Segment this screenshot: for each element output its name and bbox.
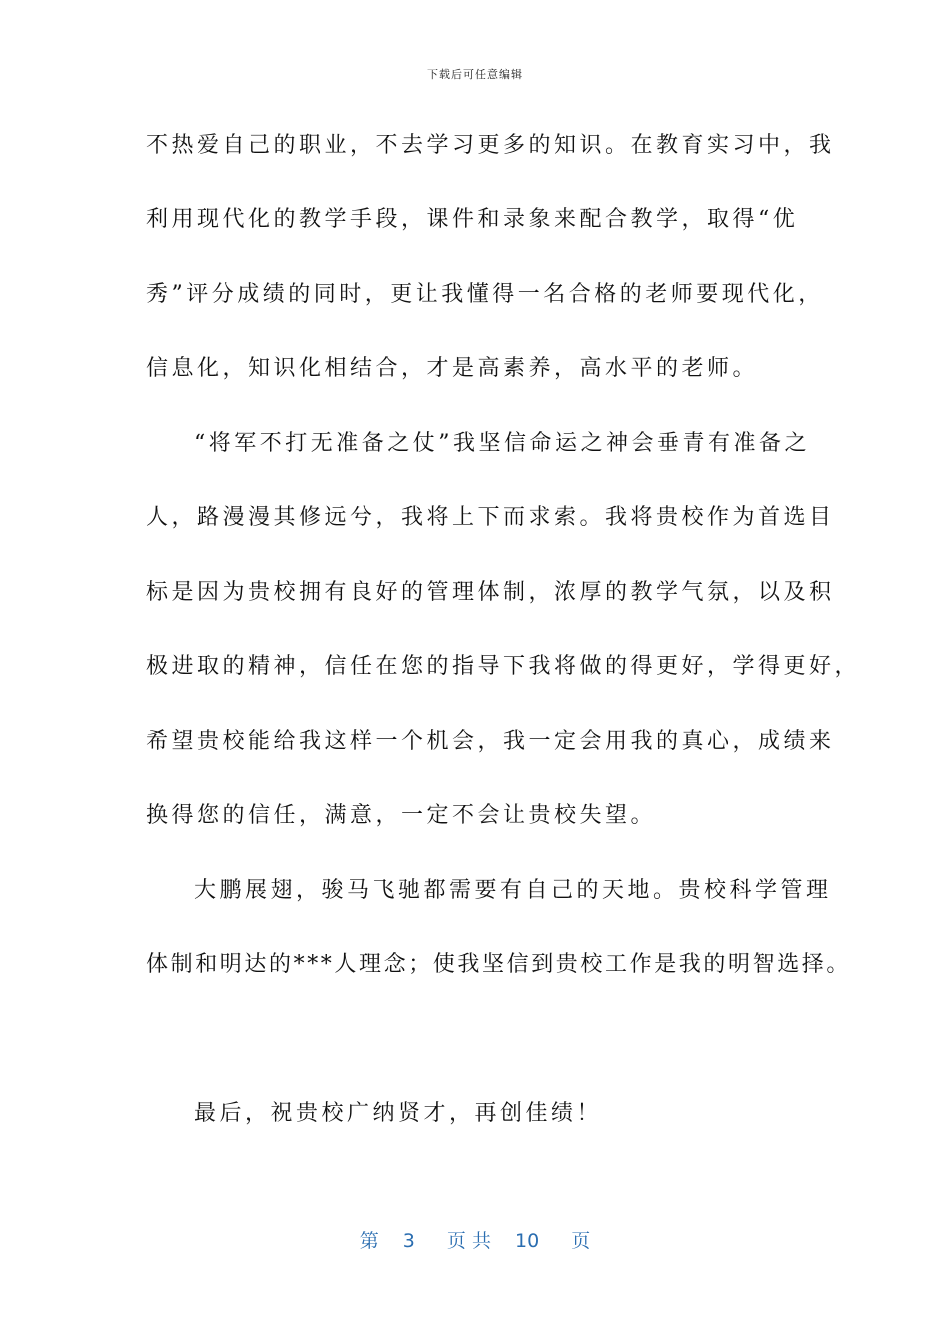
body-line-12: 体制和明达的***人理念；使我坚信到贵校工作是我的明智选择。	[146, 952, 852, 977]
page-header: 下载后可任意编辑	[427, 68, 523, 81]
body-line-3: 秀”评分成绩的同时，更让我懂得一名合格的老师要现代化，	[146, 282, 824, 307]
footer-middle: 页 共	[446, 1230, 491, 1252]
body-line-5: “将军不打无准备之仗”我坚信命运之神会垂青有准备之	[194, 431, 810, 456]
body-line-6: 人，路漫漫其修远兮，我将上下而求索。我将贵校作为首选目	[146, 505, 835, 530]
footer-total-pages: 10	[515, 1230, 540, 1252]
body-line-2: 利用现代化的教学手段，课件和录象来配合教学，取得“优	[146, 207, 799, 232]
footer-prefix: 第	[359, 1230, 379, 1252]
body-line-13: 最后，祝贵校广纳贤才，再创佳绩！	[194, 1101, 603, 1126]
footer-suffix: 页	[571, 1230, 591, 1252]
body-line-8: 极进取的精神，信任在您的指导下我将做的得更好，学得更好，	[146, 654, 861, 679]
footer-current-page: 3	[402, 1230, 415, 1252]
body-line-11: 大鹏展翅，骏马飞驰都需要有自己的天地。贵校科学管理	[194, 878, 832, 903]
body-line-9: 希望贵校能给我这样一个机会，我一定会用我的真心，成绩来	[146, 729, 835, 754]
body-line-1: 不热爱自己的职业，不去学习更多的知识。在教育实习中，我	[146, 133, 835, 158]
body-line-10: 换得您的信任，满意，一定不会让贵校失望。	[146, 803, 657, 828]
page-footer	[0, 1226, 950, 1253]
body-line-7: 标是因为贵校拥有良好的管理体制，浓厚的教学气氛，以及积	[146, 580, 835, 605]
body-line-4: 信息化，知识化相结合，才是高素养，高水平的老师。	[146, 356, 759, 381]
